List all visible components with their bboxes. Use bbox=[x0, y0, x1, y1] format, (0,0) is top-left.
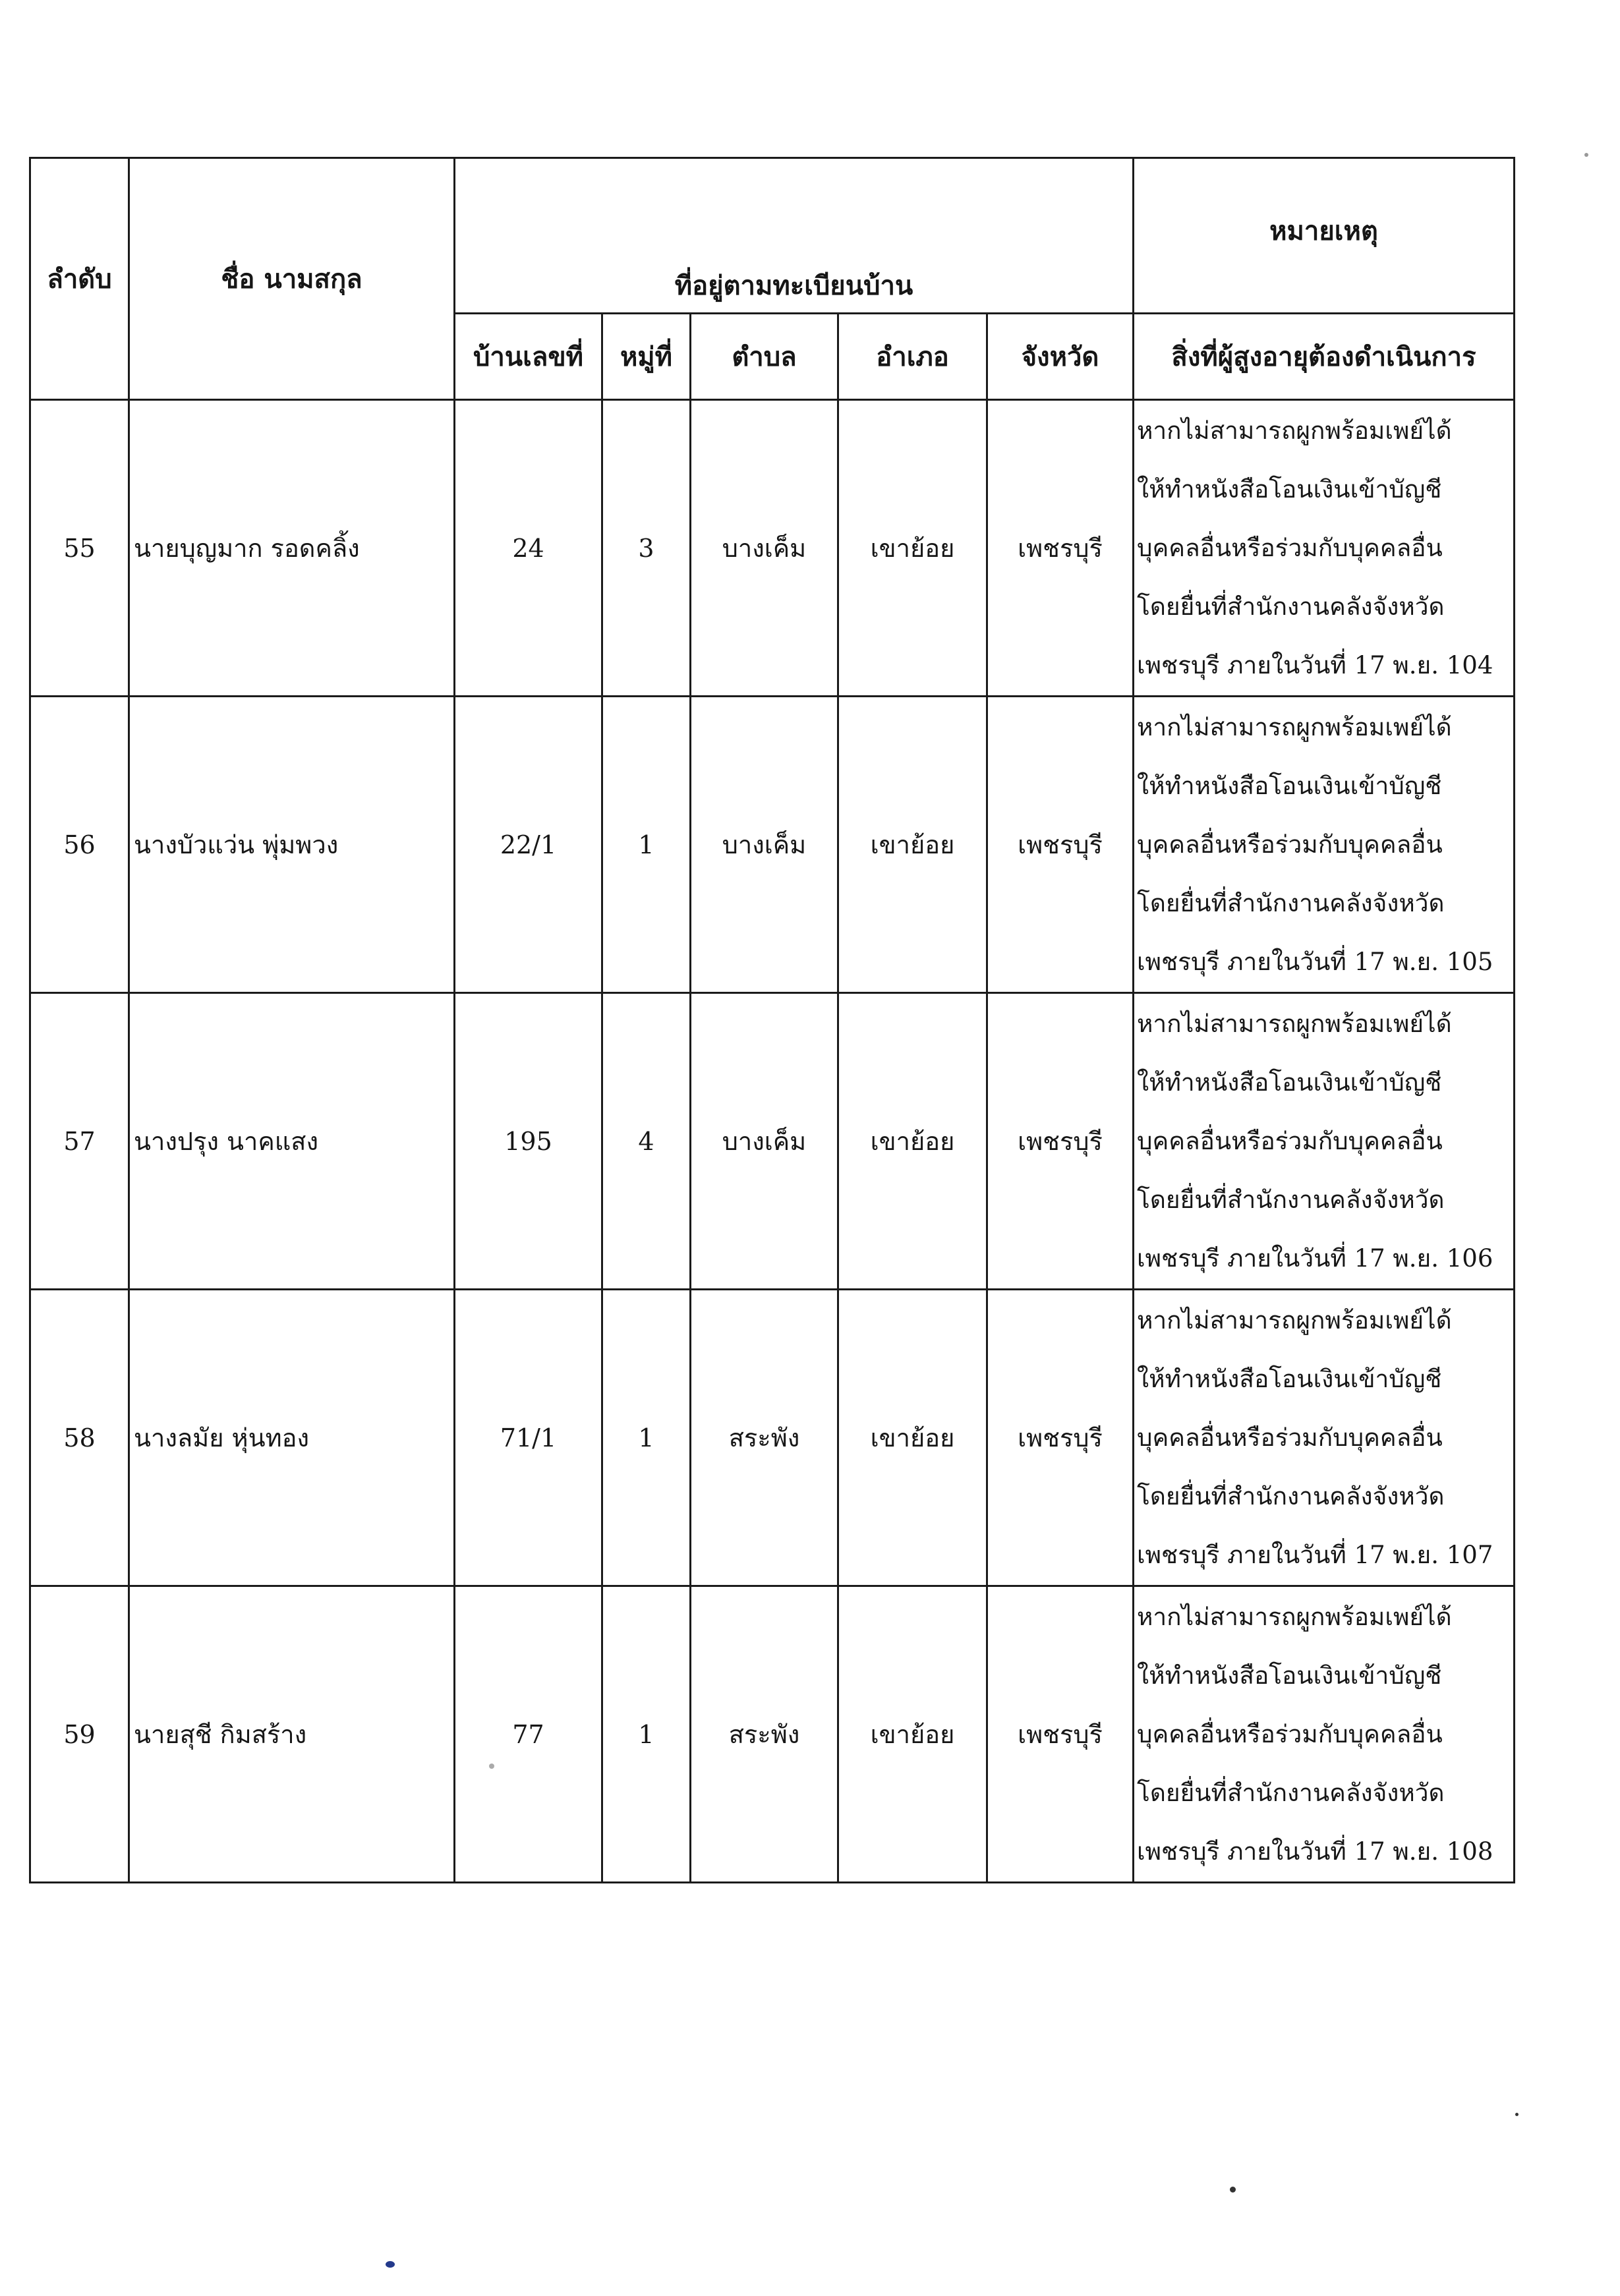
note-line: บุคคลอื่นหรือร่วมกับบุคคลอื่น bbox=[1137, 534, 1443, 562]
note-line: หากไม่สามารถผูกพร้อมเพย์ได้ bbox=[1137, 713, 1452, 741]
table-row bbox=[30, 1586, 1515, 1883]
table-row bbox=[30, 400, 1515, 697]
cell-district: เขาย้อย bbox=[838, 1290, 987, 1586]
cell-subdistrict: บางเค็ม bbox=[691, 697, 838, 993]
note-line: โดยยื่นที่สำนักงานคลังจังหวัด bbox=[1137, 592, 1445, 621]
note-line: ให้ทำหนังสือโอนเงินเข้าบัญชี bbox=[1137, 1068, 1442, 1097]
note-line: หากไม่สามารถผูกพร้อมเพย์ได้ bbox=[1137, 1010, 1452, 1038]
note-line: ให้ทำหนังสือโอนเงินเข้าบัญชี bbox=[1137, 1365, 1442, 1393]
note-line: บุคคลอื่นหรือร่วมกับบุคคลอื่น bbox=[1137, 830, 1443, 859]
cell-province: เพชรบุรี bbox=[987, 1290, 1134, 1586]
cell-village-no: 1 bbox=[602, 697, 691, 993]
scan-speck bbox=[386, 2261, 395, 2268]
cell-province: เพชรบุรี bbox=[987, 400, 1134, 697]
note-line: หากไม่สามารถผูกพร้อมเพย์ได้ bbox=[1137, 416, 1452, 445]
cell-note bbox=[1134, 1290, 1515, 1586]
header-name: ชื่อ นามสกุล bbox=[129, 158, 455, 400]
table-row bbox=[30, 1290, 1515, 1586]
cell-no: 59 bbox=[30, 1586, 129, 1883]
cell-province: เพชรบุรี bbox=[987, 697, 1134, 993]
table-row bbox=[30, 697, 1515, 993]
note-line: ให้ทำหนังสือโอนเงินเข้าบัญชี bbox=[1137, 475, 1442, 503]
note-line: ให้ทำหนังสือโอนเงินเข้าบัญชี bbox=[1137, 772, 1442, 800]
table-header bbox=[30, 158, 1515, 400]
cell-note bbox=[1134, 993, 1515, 1290]
note-line: บุคคลอื่นหรือร่วมกับบุคคลอื่น bbox=[1137, 1423, 1443, 1452]
cell-no: 56 bbox=[30, 697, 129, 993]
cell-no: 55 bbox=[30, 400, 129, 697]
cell-house-no: 195 bbox=[455, 993, 602, 1290]
cell-village-no: 1 bbox=[602, 1290, 691, 1586]
note-line: บุคคลอื่นหรือร่วมกับบุคคลอื่น bbox=[1137, 1720, 1443, 1748]
header-action: สิ่งที่ผู้สูงอายุต้องดำเนินการ bbox=[1134, 314, 1515, 400]
header-house-no: บ้านเลขที่ bbox=[455, 314, 602, 400]
cell-note bbox=[1134, 400, 1515, 697]
cell-name: นางปรุง นาคแสง bbox=[129, 993, 455, 1290]
cell-district: เขาย้อย bbox=[838, 1586, 987, 1883]
header-district: อำเภอ bbox=[838, 314, 987, 400]
cell-district: เขาย้อย bbox=[838, 697, 987, 993]
cell-no: 57 bbox=[30, 993, 129, 1290]
table-body bbox=[30, 400, 1515, 1883]
note-line: เพชรบุรี ภายในวันที่ 17 พ.ย. 108 bbox=[1137, 1837, 1493, 1866]
header-village-no: หมู่ที่ bbox=[602, 314, 691, 400]
header-remarks-label: หมายเหตุ bbox=[1269, 215, 1378, 246]
header-subdistrict: ตำบล bbox=[691, 314, 838, 400]
scan-speck bbox=[489, 1764, 494, 1769]
cell-subdistrict: บางเค็ม bbox=[691, 400, 838, 697]
cell-subdistrict: สระพัง bbox=[691, 1290, 838, 1586]
header-address-group bbox=[455, 158, 1134, 314]
cell-village-no: 1 bbox=[602, 1586, 691, 1883]
header-address-label: ที่อยู่ตามทะเบียนบ้าน bbox=[674, 270, 913, 301]
table-row bbox=[30, 993, 1515, 1290]
note-line: ให้ทำหนังสือโอนเงินเข้าบัญชี bbox=[1137, 1661, 1442, 1690]
note-line: เพชรบุรี ภายในวันที่ 17 พ.ย. 107 bbox=[1137, 1541, 1493, 1569]
cell-house-no: 24 bbox=[455, 400, 602, 697]
cell-village-no: 4 bbox=[602, 993, 691, 1290]
cell-name: นายบุญมาก รอดคลิ้ง bbox=[129, 400, 455, 697]
note-line: เพชรบุรี ภายในวันที่ 17 พ.ย. 104 bbox=[1137, 651, 1493, 679]
header-province: จังหวัด bbox=[987, 314, 1134, 400]
scan-speck bbox=[1584, 153, 1588, 157]
cell-house-no: 77 bbox=[455, 1586, 602, 1883]
cell-house-no: 71/1 bbox=[455, 1290, 602, 1586]
note-line: โดยยื่นที่สำนักงานคลังจังหวัด bbox=[1137, 1186, 1445, 1214]
cell-village-no: 3 bbox=[602, 400, 691, 697]
note-line: เพชรบุรี ภายในวันที่ 17 พ.ย. 105 bbox=[1137, 948, 1493, 976]
cell-note bbox=[1134, 1586, 1515, 1883]
elderly-registry-table bbox=[29, 157, 1515, 1883]
note-line: เพชรบุรี ภายในวันที่ 17 พ.ย. 106 bbox=[1137, 1244, 1493, 1273]
cell-note bbox=[1134, 697, 1515, 993]
cell-district: เขาย้อย bbox=[838, 993, 987, 1290]
cell-district: เขาย้อย bbox=[838, 400, 987, 697]
cell-province: เพชรบุรี bbox=[987, 1586, 1134, 1883]
cell-name: นางลมัย หุ่นทอง bbox=[129, 1290, 455, 1586]
note-line: โดยยื่นที่สำนักงานคลังจังหวัด bbox=[1137, 1482, 1445, 1510]
header-no: ลำดับ bbox=[30, 158, 129, 400]
header-row-top bbox=[30, 158, 1515, 314]
cell-subdistrict: บางเค็ม bbox=[691, 993, 838, 1290]
cell-name: นายสุชี กิมสร้าง bbox=[129, 1586, 455, 1883]
note-line: บุคคลอื่นหรือร่วมกับบุคคลอื่น bbox=[1137, 1127, 1443, 1155]
note-line: โดยยื่นที่สำนักงานคลังจังหวัด bbox=[1137, 889, 1445, 917]
cell-no: 58 bbox=[30, 1290, 129, 1586]
note-line: โดยยื่นที่สำนักงานคลังจังหวัด bbox=[1137, 1779, 1445, 1807]
cell-name: นางบัวแว่น พุ่มพวง bbox=[129, 697, 455, 993]
scan-speck bbox=[1230, 2187, 1236, 2193]
note-line: หากไม่สามารถผูกพร้อมเพย์ได้ bbox=[1137, 1306, 1452, 1335]
header-remarks bbox=[1134, 158, 1515, 314]
cell-province: เพชรบุรี bbox=[987, 993, 1134, 1290]
cell-house-no: 22/1 bbox=[455, 697, 602, 993]
note-line: หากไม่สามารถผูกพร้อมเพย์ได้ bbox=[1137, 1603, 1452, 1631]
scan-speck bbox=[1515, 2113, 1519, 2116]
cell-subdistrict: สระพัง bbox=[691, 1586, 838, 1883]
